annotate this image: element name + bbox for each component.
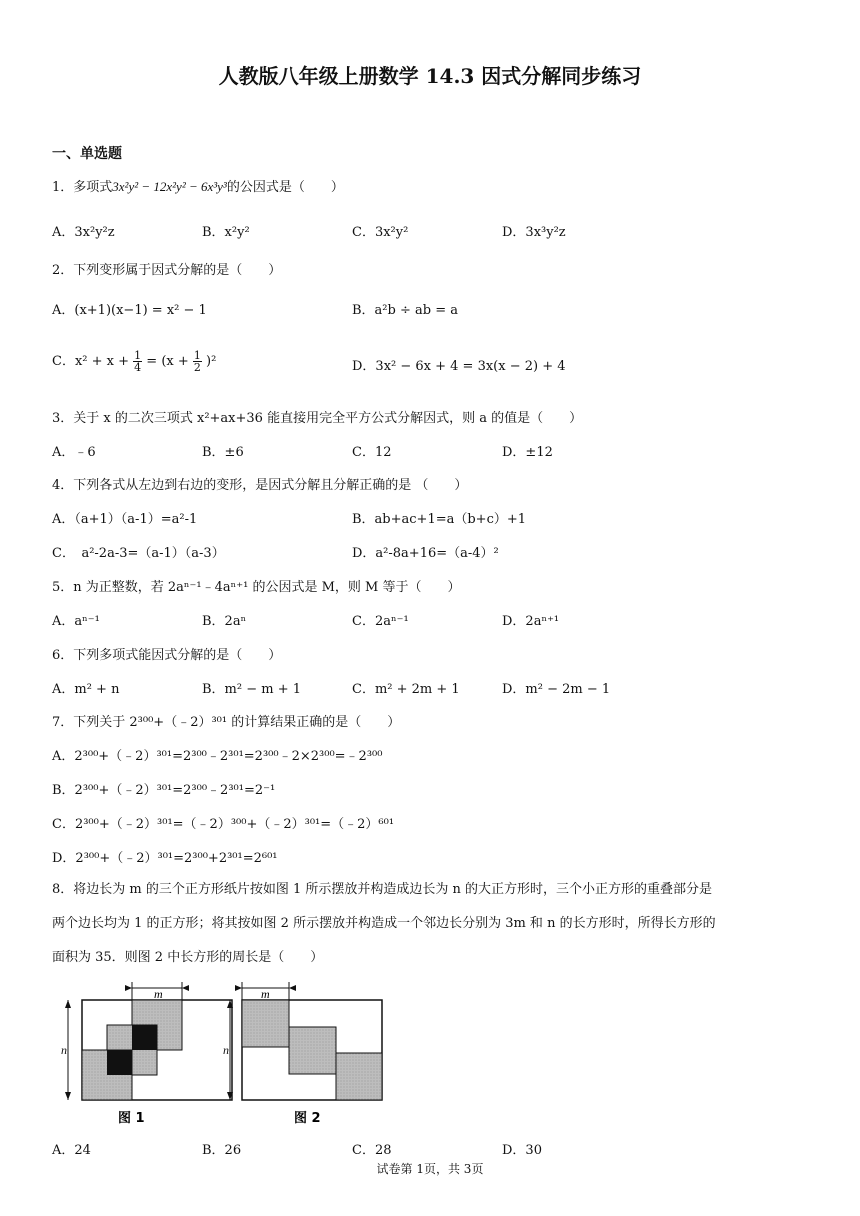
question-5-stem: 5．n 为正整数，若 2aⁿ⁻¹﹣4aⁿ⁺¹ 的公因式是 M，则 M 等于（ ） xyxy=(52,580,461,595)
q2-option-d[interactable]: D．3x² − 6x + 4 = 3x(x − 2) + 4 xyxy=(352,359,566,374)
fig1-m-arrow-left xyxy=(125,985,132,991)
q8-option-b[interactable]: B．26 xyxy=(202,1143,242,1158)
fig1-overlap-1 xyxy=(132,1025,157,1050)
fig1-m-label: m xyxy=(154,987,163,1001)
fig1-m-arrow-right xyxy=(182,985,189,991)
q1-option-a[interactable]: A．3x²y²z xyxy=(52,225,115,240)
q3-option-b[interactable]: B．±6 xyxy=(202,445,244,460)
q2-c-numerator: 1 xyxy=(134,349,142,362)
q4-option-c[interactable]: C． a²-2a-3=（a-1）（a-3） xyxy=(52,546,225,561)
fig2-n-label: n xyxy=(223,1043,229,1057)
q1-option-c[interactable]: C．3x²y² xyxy=(352,225,409,240)
q7-option-d[interactable]: D．2³⁰⁰+（﹣2）³⁰¹=2³⁰⁰+2³⁰¹=2⁶⁰¹ xyxy=(52,851,278,866)
q2-c-prefix: C．x² + x + xyxy=(52,354,130,369)
q4-option-d[interactable]: D．a²-8a+16=（a-4）² xyxy=(352,546,499,561)
question-8-line-1: 8．将边长为 m 的三个正方形纸片按如图 1 所示摆放并构造成边长为 n 的大正方形时，三个小正方形的重叠部分是 xyxy=(52,882,713,897)
q6-option-b[interactable]: B．m² − m + 1 xyxy=(202,682,302,697)
fraction-one-quarter xyxy=(133,350,142,373)
q3-option-d[interactable]: D．±12 xyxy=(502,445,553,460)
q2-c-denominator: 4 xyxy=(134,361,142,374)
fig2-square-1 xyxy=(242,1000,289,1047)
q7-option-a[interactable]: A．2³⁰⁰+（﹣2）³⁰¹=2³⁰⁰﹣2³⁰¹=2³⁰⁰﹣2×2³⁰⁰=﹣2³⁰⁰ xyxy=(52,749,383,764)
q8-figures xyxy=(52,978,392,1128)
q6-option-c[interactable]: C．m² + 2m + 1 xyxy=(352,682,460,697)
fig1-n-label: n xyxy=(61,1043,67,1057)
q1-option-b[interactable]: B．x²y² xyxy=(202,225,250,240)
q3-option-c[interactable]: C．12 xyxy=(352,445,392,460)
q6-option-d[interactable]: D．m² − 2m − 1 xyxy=(502,682,611,697)
figure-1 xyxy=(61,982,232,1126)
question-8-line-3: 面积为 35．则图 2 中长方形的周长是（ ） xyxy=(52,950,324,965)
q7-option-b[interactable]: B．2³⁰⁰+（﹣2）³⁰¹=2³⁰⁰﹣2³⁰¹=2⁻¹ xyxy=(52,783,276,798)
q1-stem-suffix: 的公因式是（ ） xyxy=(226,180,344,195)
question-2-stem: 2．下列变形属于因式分解的是（ ） xyxy=(52,263,282,278)
question-8-line-2: 两个边长均为 1 的正方形；将其按如图 2 所示摆放并构造成一个邻边长分别为 3m 和 n 的长方形时，所得长方形的 xyxy=(52,916,716,931)
q8-option-d[interactable]: D．30 xyxy=(502,1143,542,1158)
question-7-stem: 7．下列关于 2³⁰⁰+（﹣2）³⁰¹ 的计算结果正确的是（ ） xyxy=(52,715,401,730)
q5-option-a[interactable]: A．aⁿ⁻¹ xyxy=(52,614,100,629)
fig1-caption: 图 1 xyxy=(118,1111,145,1126)
q2-option-c[interactable] xyxy=(52,350,216,373)
fig2-m-label: m xyxy=(261,987,270,1001)
fig1-n-arrow-bottom xyxy=(65,1092,71,1100)
q2-c-denominator-2: 2 xyxy=(193,361,201,374)
q1-stem-prefix: 1．多项式 xyxy=(52,180,113,195)
q2-c-middle: = (x + xyxy=(146,354,189,369)
q4-option-a[interactable]: A．（a+1）（a-1）=a²-1 xyxy=(52,512,198,527)
fig2-m-arrow-right xyxy=(289,985,296,991)
question-6-stem: 6．下列多项式能因式分解的是（ ） xyxy=(52,648,282,663)
q2-c-numerator-2: 1 xyxy=(193,349,201,362)
fig2-m-arrow-left xyxy=(235,985,242,991)
q1-option-d[interactable]: D．3x³y²z xyxy=(502,225,566,240)
q5-option-c[interactable]: C．2aⁿ⁻¹ xyxy=(352,614,409,629)
section-heading: 一、单选题 xyxy=(52,146,122,162)
q5-option-b[interactable]: B．2aⁿ xyxy=(202,614,247,629)
fig2-square-3 xyxy=(336,1053,382,1100)
fig2-caption: 图 2 xyxy=(294,1111,321,1126)
question-4-stem: 4．下列各式从左边到右边的变形，是因式分解且分解正确的是 （ ） xyxy=(52,478,468,493)
q3-option-a[interactable]: A．﹣6 xyxy=(52,445,96,460)
q8-option-c[interactable]: C．28 xyxy=(352,1143,392,1158)
fig2-square-2 xyxy=(289,1027,336,1074)
figure-2 xyxy=(223,982,382,1126)
question-3-stem: 3．关于 x 的二次三项式 x²+ax+36 能直接用完全平方公式分解因式，则 a 的值是（ ） xyxy=(52,411,583,426)
q2-option-b[interactable]: B．a²b ÷ ab = a xyxy=(352,303,458,318)
question-1-stem xyxy=(52,180,344,194)
fig1-overlap-2 xyxy=(107,1050,132,1075)
page-title: 人教版八年级上册数学 14.3 因式分解同步练习 xyxy=(218,64,642,88)
q6-option-a[interactable]: A．m² + n xyxy=(52,682,120,697)
fig1-n-arrow-top xyxy=(65,1000,71,1008)
q7-option-c[interactable]: C．2³⁰⁰+（﹣2）³⁰¹=（﹣2）³⁰⁰+（﹣2）³⁰¹=（﹣2）⁶⁰¹ xyxy=(52,817,395,832)
q4-option-b[interactable]: B．ab+ac+1=a（b+c）+1 xyxy=(352,512,527,527)
page-footer: 试卷第 1页，共 3页 xyxy=(376,1162,484,1176)
q5-option-d[interactable]: D．2aⁿ⁺¹ xyxy=(502,614,560,629)
q2-option-a[interactable]: A．(x+1)(x−1) = x² − 1 xyxy=(52,303,207,318)
fraction-one-half xyxy=(193,350,202,373)
q1-stem-expression: 3x²y² − 12x²y² − 6x³y³ xyxy=(112,179,227,194)
q2-c-suffix: )² xyxy=(206,354,217,369)
q8-option-a[interactable]: A．24 xyxy=(52,1143,91,1158)
